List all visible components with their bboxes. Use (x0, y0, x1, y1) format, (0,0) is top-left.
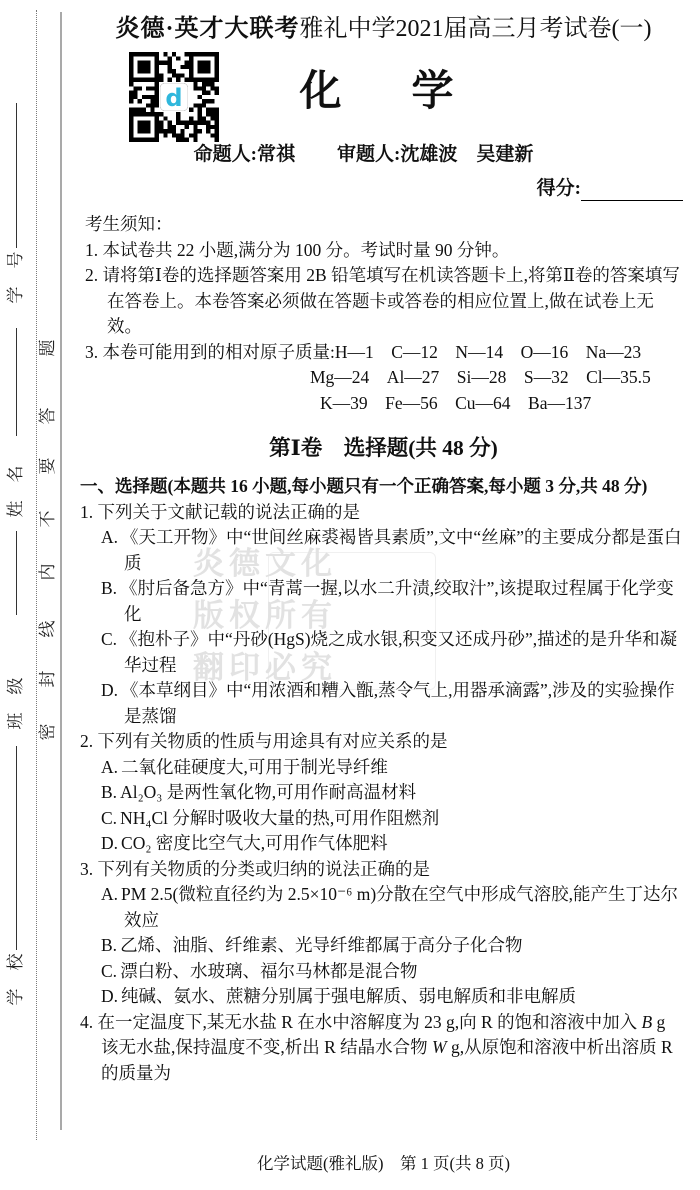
question-1-option-a (101, 525, 687, 576)
question-1-option-d (101, 678, 687, 729)
question-3-option-b (101, 933, 687, 959)
option-text: 《抱朴子》中“丹砂(HgS)烧之成水银,积变又还成丹砂”,描述的是升华和凝华过程 (120, 629, 678, 675)
question-number: 2. (80, 731, 94, 751)
field-label-char: 学 (6, 988, 25, 1006)
seal-text-char: 密 (38, 723, 57, 741)
section-intro-lead: 一、选择题 (80, 476, 168, 496)
field-label-char: 名 (6, 465, 25, 483)
seal-solid-line (60, 12, 62, 1130)
question-stem: 下列有关物质的分类或归纳的说法正确的是 (97, 858, 430, 879)
notice-item (85, 340, 687, 417)
question-stem-part: 在一定温度下,某无水盐 R 在水中溶解度为 23 g,向 R 的饱和溶液中加入 (97, 1011, 642, 1032)
option-letter: B. (101, 935, 118, 955)
reviewer-names: 审题人:沈雄波 吴建新 (337, 144, 534, 165)
option-letter: D. (101, 986, 119, 1006)
question-3-option-d (101, 984, 687, 1010)
name-blank-line (16, 328, 17, 436)
score-label: 得分: (536, 177, 581, 199)
question-stem-part: g,从原饱和溶液中析出溶质 R 的质量为 (101, 1037, 673, 1083)
seal-text-char: 要 (38, 457, 57, 475)
question-1 (80, 500, 687, 526)
question-3-option-c (101, 959, 687, 985)
question-3 (80, 857, 687, 883)
notice-item-number: 2. (85, 265, 99, 285)
notice-item (85, 263, 687, 340)
seal-text-char: 不 (38, 510, 57, 528)
field-label-char: 号 (6, 251, 25, 269)
section-intro-rest: (本题共 16 小题,每小题只有一个正确答案,每小题 3 分,共 48 分) (167, 476, 648, 496)
variable-w: W (432, 1037, 447, 1057)
notice-item-text: 本试卷共 22 小题,满分为 100 分。考试时量 90 分钟。 (102, 239, 510, 260)
option-letter: A. (101, 884, 119, 904)
svg-text:d: d (165, 84, 183, 112)
setter-name: 命题人:常祺 (193, 144, 295, 165)
field-label-char: 姓 (6, 500, 25, 518)
option-text: 《本草纲目》中“用浓酒和糟入甑,蒸令气上,用器承滴露”,涉及的实验操作是蒸馏 (121, 680, 675, 726)
notice-item-text: 请将第Ⅰ卷的选择题答案用 2B 铅笔填写在机读答题卡上,将第Ⅱ卷的答案填写在答卷上。本卷答案必须做在答题卡或答卷的相应位置上,做在试卷上无效。 (102, 265, 680, 336)
option-letter: A. (101, 527, 119, 547)
question-1-option-b (101, 576, 687, 627)
watermark-line: 炎德文化 (193, 546, 337, 581)
option-text: 纯碱、氨水、蔗糖分别属于强电解质、弱电解质和非电解质 (121, 986, 577, 1006)
question-2-option-c (101, 806, 687, 832)
class-blank-line (16, 531, 17, 615)
question-2-option-a (101, 755, 687, 781)
exam-series-title (80, 0, 687, 44)
option-text: 乙烯、油脂、纤维素、光导纤维都属于高分子化合物 (120, 935, 523, 955)
question-stem: 下列关于文献记载的说法正确的是 (97, 501, 360, 522)
notice-title: 考生须知： (85, 214, 173, 234)
seal-text-char: 答 (38, 407, 57, 425)
student-number-blank-line (16, 103, 17, 248)
notice-item-number: 1. (85, 239, 99, 260)
field-label-char: 级 (6, 677, 25, 695)
question-1-option-c (101, 627, 687, 678)
score-row (80, 174, 687, 201)
watermark-line: 版权所有 (193, 598, 337, 633)
seal-text-char: 内 (38, 563, 57, 581)
option-text: 《天工开物》中“世间丝麻裘褐皆具素质”,文中“丝麻”的主要成分都是蛋白质 (121, 527, 682, 573)
school-blank-line (16, 746, 17, 950)
field-label-char: 班 (6, 712, 25, 730)
option-letter: B. (101, 782, 118, 802)
question-4 (80, 1010, 687, 1087)
seal-text-char: 封 (38, 670, 57, 688)
option-letter: D. (101, 680, 119, 700)
section-heading: 第Ⅰ卷 选择题(共 48 分) (269, 436, 498, 460)
subject-title: 化 学 (299, 69, 468, 115)
question-3-option-a (101, 882, 687, 933)
option-text: 《肘后备急方》中“青蒿一握,以水二升渍,绞取汁”,该提取过程属于化学变化 (120, 578, 674, 624)
option-letter: A. (101, 756, 119, 777)
atomic-masses-line: Mg—24 Al—27 Si—28 S—32 Cl—35.5 (310, 367, 651, 387)
option-letter: C. (101, 629, 118, 649)
seal-text-char: 题 (38, 339, 57, 357)
option-text: NH₄Cl 分解时吸收大量的热,可用作阻燃剂 (120, 807, 440, 828)
exam-title-text: 雅礼中学2021届高三月考试卷(一) (299, 16, 652, 42)
field-label-char: 校 (6, 953, 25, 971)
section-intro (80, 474, 687, 500)
field-label-char: 学 (6, 286, 25, 304)
exam-content (80, 0, 687, 1086)
option-letter: C. (101, 807, 118, 828)
page-footer: 化学试题(雅礼版) 第 1 页(共 8 页) (257, 1154, 510, 1173)
seal-text-char: 线 (38, 620, 57, 638)
option-letter: C. (101, 960, 118, 981)
option-text: CO₂ 密度比空气大,可用作气体肥料 (121, 833, 388, 853)
exam-brand-text: 炎德·英才大联考 (115, 16, 300, 42)
question-2 (80, 729, 687, 755)
question-stem: 下列有关物质的性质与用途具有对应关系的是 (97, 731, 448, 751)
question-number: 3. (80, 858, 94, 879)
score-blank-line (581, 180, 683, 201)
question-number: 4. (80, 1011, 94, 1032)
question-number: 1. (80, 501, 94, 522)
notice-item-label: 本卷可能用到的相对原子质量: (102, 341, 335, 362)
option-letter: B. (101, 578, 118, 598)
notice-item (85, 238, 687, 264)
atomic-masses-line: K—39 Fe—56 Cu—64 Ba—137 (320, 392, 592, 413)
question-2-option-d (101, 831, 687, 857)
watermark-line: 翻印必究 (193, 650, 337, 685)
option-letter: D. (101, 833, 119, 853)
option-text: PM 2.5(微粒直径约为 2.5×10⁻⁶ m)分散在空气中形成气溶胶,能产生丁达尔效应 (121, 884, 679, 930)
option-text: Al₂O₃ 是两性氧化物,可用作耐高温材料 (120, 782, 417, 802)
variable-b: B (641, 1011, 653, 1032)
qr-code (129, 52, 219, 142)
option-text: 二氧化硅硬度大,可用于制光导纤维 (121, 756, 388, 777)
option-text: 漂白粉、水玻璃、福尔马林都是混合物 (120, 960, 418, 981)
atomic-masses-line: H—1 C—12 N—14 O—16 Na—23 (334, 341, 642, 362)
seal-dotted-line (36, 10, 37, 1140)
setter-line (60, 142, 667, 168)
question-2-option-b (101, 780, 687, 806)
notice-item-number: 3. (85, 341, 99, 362)
question-stem-part: g 该无水盐,保持温度不变,析出 R 结晶水合物 (101, 1011, 666, 1057)
